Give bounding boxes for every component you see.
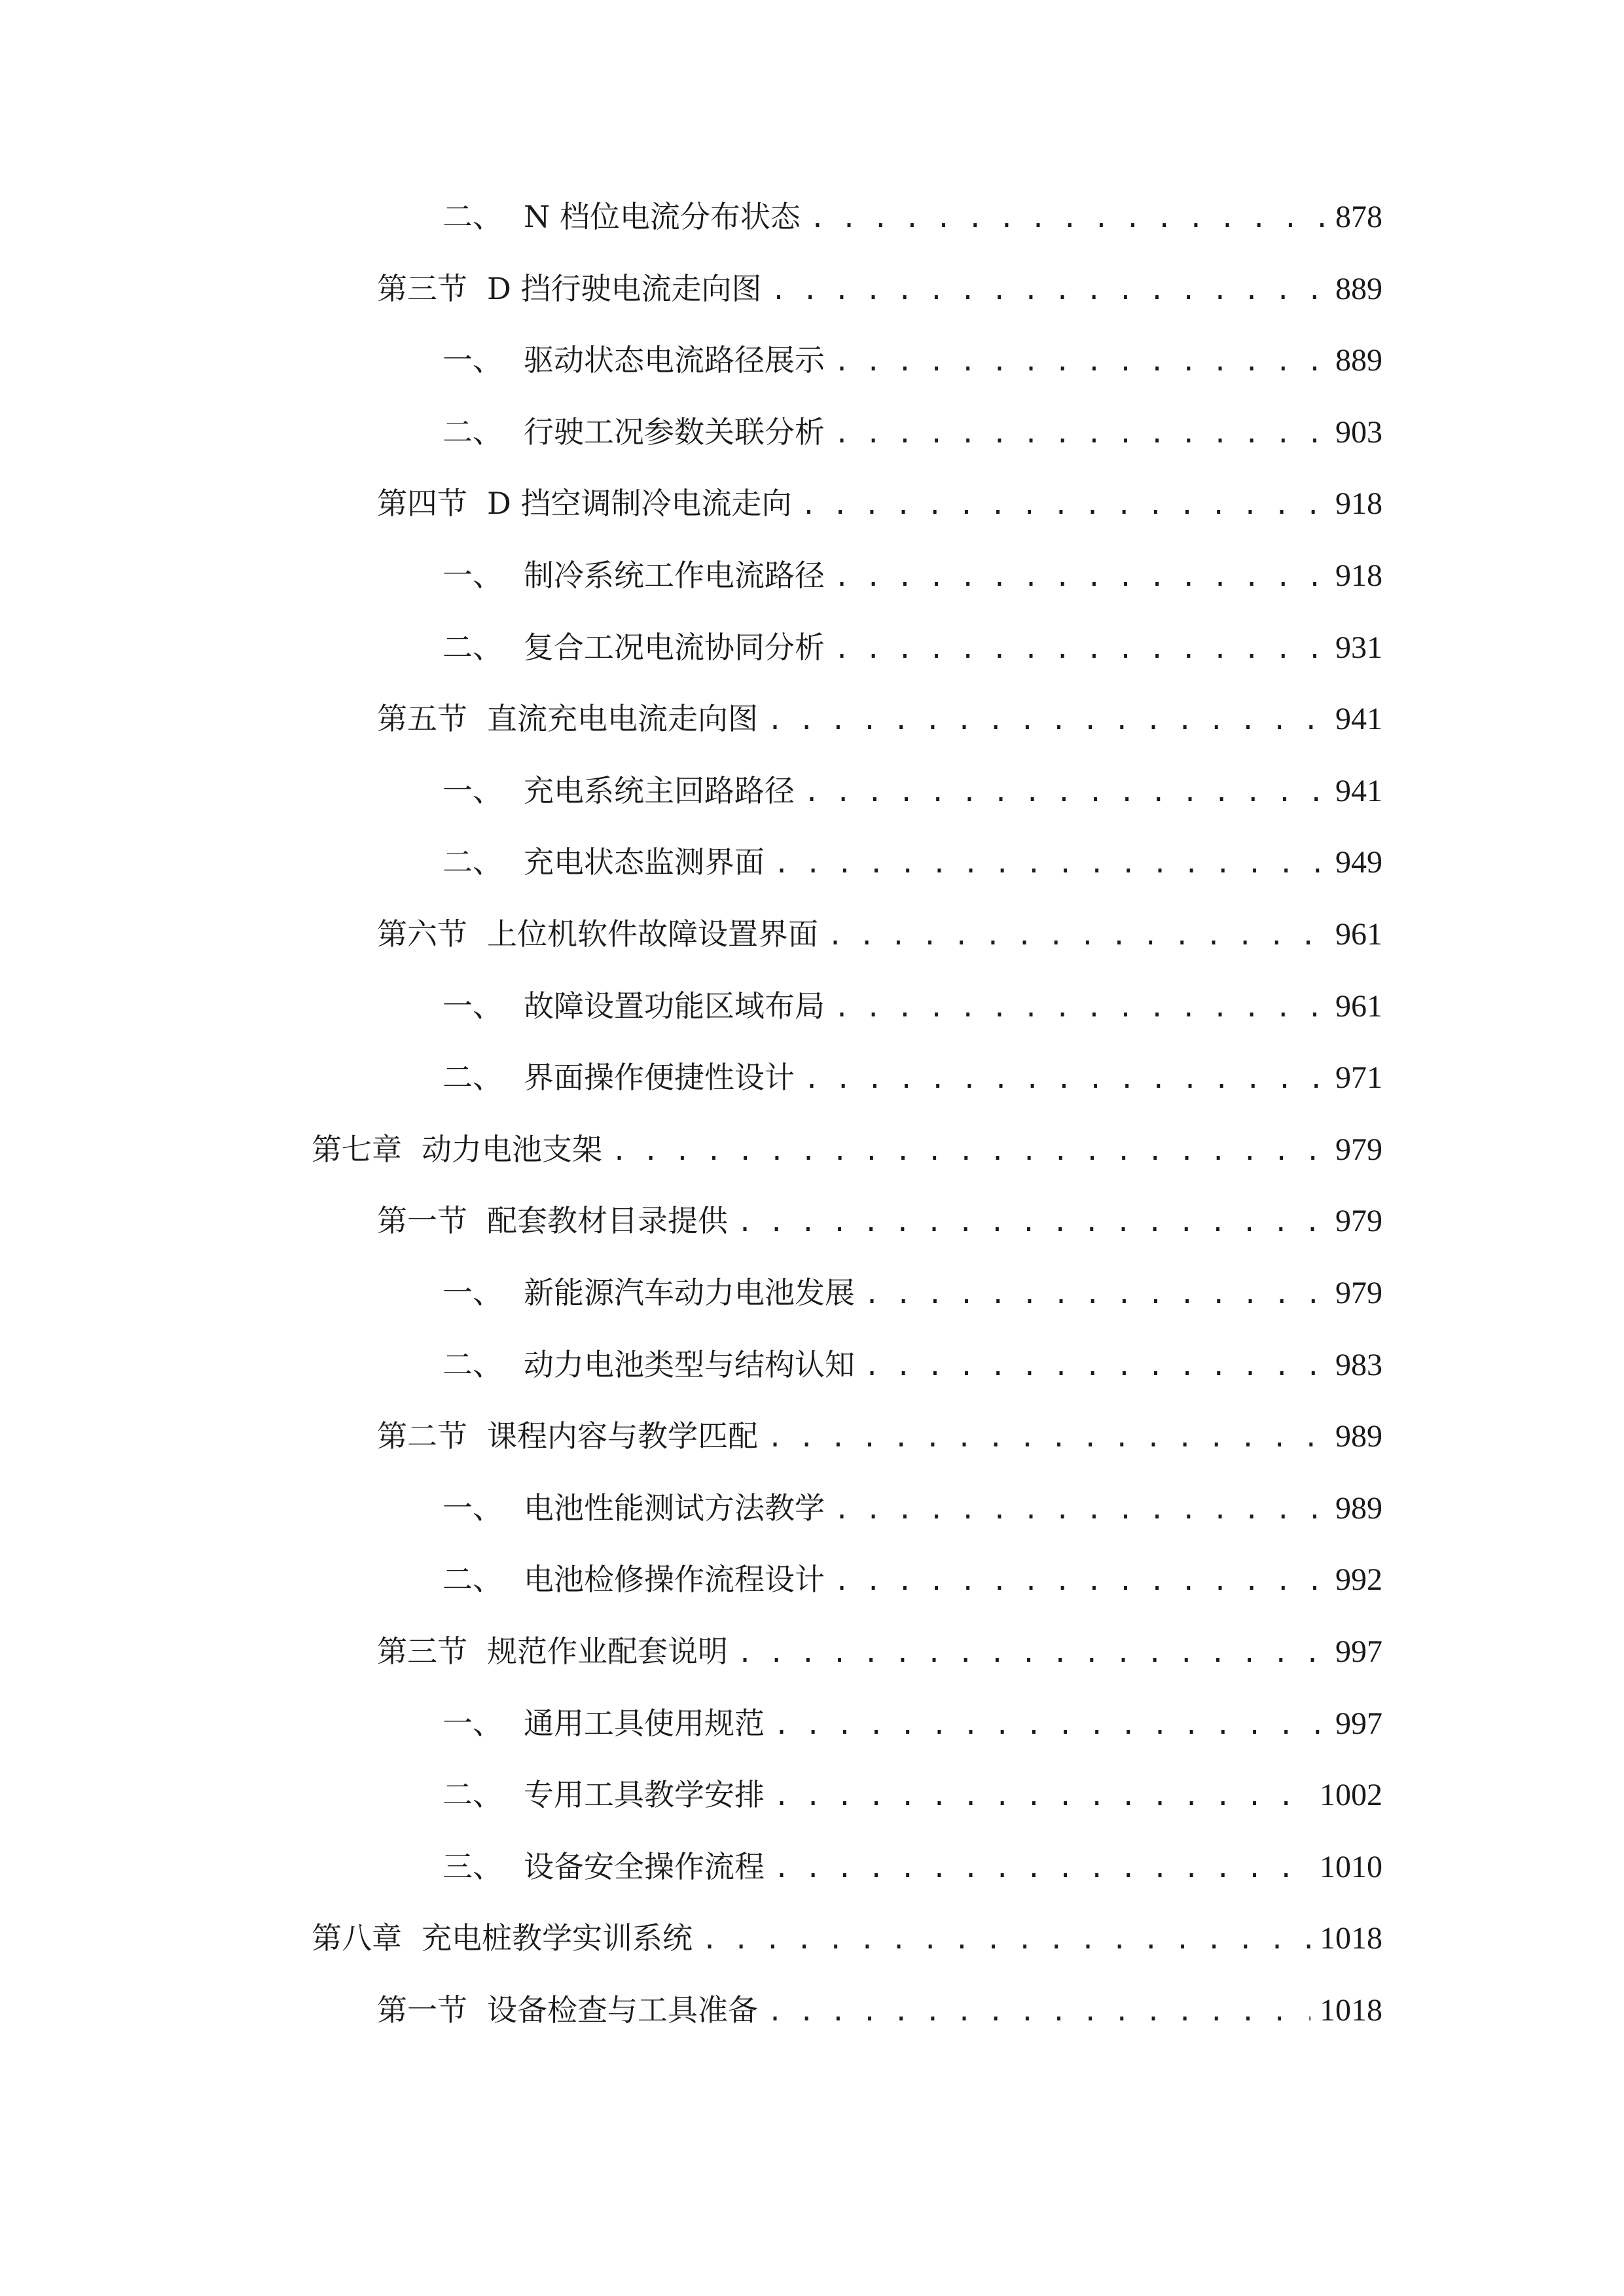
- toc-entry-prefix: 第六节: [377, 916, 467, 952]
- toc-entry-page-number: 961: [1335, 917, 1382, 952]
- toc-entry-prefix: 三、: [442, 1849, 503, 1884]
- toc-entry-page-number: 989: [1335, 1419, 1382, 1454]
- toc-entry-page-number: 918: [1335, 486, 1382, 521]
- toc-dot-leader: [611, 1128, 1326, 1174]
- toc-entry[interactable]: [0, 1556, 1382, 1602]
- toc-entry[interactable]: [0, 1126, 1382, 1172]
- toc-entry-title: N 档位电流分布状态: [524, 199, 801, 234]
- toc-entry-prefix: 一、: [442, 1706, 503, 1741]
- toc-entry-prefix: 二、: [442, 1777, 503, 1812]
- toc-entry[interactable]: [0, 1198, 1382, 1244]
- toc-entry-prefix: 一、: [442, 558, 503, 593]
- toc-entry-prefix: 二、: [442, 1060, 503, 1095]
- toc-entry-title: 上位机软件故障设置界面: [487, 916, 818, 952]
- toc-entry-prefix: 第五节: [377, 701, 467, 736]
- toc-entry-page-number: 1010: [1320, 1850, 1382, 1884]
- toc-dot-leader: [737, 1200, 1326, 1246]
- toc-entry-title: 动力电池支架: [422, 1132, 602, 1167]
- toc-entry-prefix: 一、: [442, 1490, 503, 1526]
- toc-entry-title: 配套教材目录提供: [487, 1203, 728, 1238]
- toc-entry-page-number: 992: [1335, 1562, 1382, 1597]
- toc-dot-leader: [834, 411, 1326, 457]
- toc-entry-page-number: 961: [1335, 989, 1382, 1024]
- toc-entry-prefix: 第三节: [377, 271, 467, 306]
- toc-entry[interactable]: [0, 552, 1382, 598]
- toc-dot-leader: [864, 1272, 1326, 1318]
- toc-entry-page-number: 878: [1335, 200, 1382, 234]
- toc-entry-page-number: 979: [1335, 1132, 1382, 1167]
- toc-dot-leader: [774, 1774, 1310, 1820]
- toc-entry[interactable]: [0, 624, 1382, 670]
- toc-entry-page-number: 949: [1335, 845, 1382, 880]
- toc-entry-title: 直流充电电流走向图: [487, 701, 758, 736]
- toc-entry-prefix: 第八章: [312, 1920, 402, 1956]
- toc-entry-page-number: 983: [1335, 1348, 1382, 1382]
- toc-entry-title: 充电系统主回路路径: [524, 773, 795, 808]
- toc-entry-page-number: 889: [1335, 272, 1382, 306]
- toc-dot-leader: [767, 698, 1326, 744]
- toc-entry[interactable]: [0, 266, 1382, 312]
- toc-entry-page-number: 971: [1335, 1060, 1382, 1095]
- toc-entry-page-number: 941: [1335, 702, 1382, 736]
- toc-entry[interactable]: [0, 1485, 1382, 1531]
- toc-entry-title: 新能源汽车动力电池发展: [524, 1275, 855, 1310]
- toc-dot-leader: [834, 1558, 1326, 1604]
- toc-entry-prefix: 一、: [442, 773, 503, 808]
- toc-dot-leader: [767, 1989, 1310, 2035]
- toc-entry-prefix: 一、: [442, 342, 503, 378]
- toc-dot-leader: [864, 1344, 1326, 1390]
- toc-entry-title: 充电桩教学实训系统: [422, 1920, 693, 1956]
- toc-entry-page-number: 997: [1335, 1706, 1382, 1741]
- toc-entry[interactable]: [0, 1915, 1382, 1961]
- toc-entry[interactable]: [0, 1772, 1382, 1818]
- toc-dot-leader: [771, 268, 1326, 314]
- toc-entry-prefix: 第三节: [377, 1634, 467, 1669]
- toc-entry[interactable]: [0, 337, 1382, 383]
- toc-entry[interactable]: [0, 1628, 1382, 1674]
- toc-dot-leader: [810, 196, 1326, 242]
- toc-entry-page-number: 889: [1335, 343, 1382, 378]
- toc-dot-leader: [774, 1846, 1310, 1892]
- toc-dot-leader: [737, 1630, 1326, 1676]
- toc-entry-page-number: 997: [1335, 1634, 1382, 1669]
- toc-entry-title: 专用工具教学安排: [524, 1777, 765, 1812]
- toc-entry[interactable]: [0, 696, 1382, 742]
- toc-entry-page-number: 979: [1335, 1204, 1382, 1238]
- toc-entry-title: 规范作业配套说明: [487, 1634, 728, 1669]
- toc-entry-prefix: 二、: [442, 199, 503, 234]
- toc-entry[interactable]: [0, 1987, 1382, 2033]
- toc-entry[interactable]: [0, 1700, 1382, 1746]
- toc-entry-title: 故障设置功能区域布局: [524, 988, 825, 1024]
- toc-entry-prefix: 二、: [442, 1562, 503, 1597]
- toc-dot-leader: [804, 1056, 1326, 1102]
- toc-entry-page-number: 989: [1335, 1491, 1382, 1526]
- toc-entry-prefix: 第七章: [312, 1132, 402, 1167]
- toc-entry[interactable]: [0, 194, 1382, 240]
- toc-dot-leader: [774, 1702, 1326, 1748]
- toc-entry[interactable]: [0, 1413, 1382, 1459]
- toc-entry[interactable]: [0, 839, 1382, 885]
- toc-entry-title: 设备安全操作流程: [524, 1849, 765, 1884]
- toc-entry-page-number: 1018: [1320, 1921, 1382, 1956]
- toc-entry[interactable]: [0, 1342, 1382, 1388]
- toc-entry-title: 通用工具使用规范: [524, 1706, 765, 1741]
- toc-entry[interactable]: [0, 768, 1382, 814]
- toc-entry[interactable]: [0, 1270, 1382, 1316]
- toc-entry-title: 设备检查与工具准备: [487, 1992, 758, 2028]
- toc-entry-title: 界面操作便捷性设计: [524, 1060, 795, 1095]
- toc-entry-prefix: 第一节: [377, 1203, 467, 1238]
- toc-entry-prefix: 第一节: [377, 1992, 467, 2028]
- toc-entry-prefix: 二、: [442, 844, 503, 880]
- toc-entry-title: 动力电池类型与结构认知: [524, 1347, 855, 1382]
- toc-entry-prefix: 一、: [442, 1275, 503, 1310]
- toc-entry[interactable]: [0, 409, 1382, 455]
- toc-dot-leader: [834, 339, 1326, 385]
- toc-entry[interactable]: [0, 1054, 1382, 1100]
- toc-dot-leader: [834, 554, 1326, 600]
- toc-dot-leader: [834, 1487, 1326, 1533]
- toc-entry-page-number: 979: [1335, 1276, 1382, 1310]
- toc-dot-leader: [801, 482, 1326, 528]
- toc-entry-page-number: 931: [1335, 630, 1382, 665]
- toc-entry-page-number: 941: [1335, 774, 1382, 808]
- toc-entry[interactable]: [0, 983, 1382, 1029]
- toc-dot-leader: [702, 1917, 1310, 1963]
- toc-dot-leader: [834, 626, 1326, 672]
- toc-dot-leader: [767, 1415, 1326, 1461]
- toc-entry-title: D 挡行驶电流走向图: [487, 271, 762, 306]
- toc-entry[interactable]: [0, 911, 1382, 957]
- toc-entry-title: 电池性能测试方法教学: [524, 1490, 825, 1526]
- toc-entry-title: 制冷系统工作电流路径: [524, 558, 825, 593]
- toc-entry[interactable]: [0, 480, 1382, 526]
- toc-entry-title: D 挡空调制冷电流走向: [487, 486, 792, 521]
- toc-entry-title: 充电状态监测界面: [524, 844, 765, 880]
- toc-dot-leader: [804, 770, 1326, 816]
- toc-entry[interactable]: [0, 1844, 1382, 1890]
- toc-entry-title: 电池检修操作流程设计: [524, 1562, 825, 1597]
- toc-entry-title: 行驶工况参数关联分析: [524, 414, 825, 450]
- toc-entry-prefix: 二、: [442, 1347, 503, 1382]
- toc-entry-page-number: 918: [1335, 558, 1382, 593]
- toc-entry-page-number: 903: [1335, 415, 1382, 450]
- toc-entry-prefix: 二、: [442, 414, 503, 450]
- toc-dot-leader: [834, 985, 1326, 1031]
- toc-entry-prefix: 二、: [442, 630, 503, 665]
- toc-entry-prefix: 第四节: [377, 486, 467, 521]
- toc-entry-page-number: 1018: [1320, 1993, 1382, 2028]
- toc-entry-title: 复合工况电流协同分析: [524, 630, 825, 665]
- toc-entry-prefix: 第二节: [377, 1418, 467, 1454]
- toc-dot-leader: [827, 913, 1326, 959]
- toc-dot-leader: [774, 841, 1326, 887]
- toc-entry-prefix: 一、: [442, 988, 503, 1024]
- toc-entry-title: 课程内容与教学匹配: [487, 1418, 758, 1454]
- toc-entry-page-number: 1002: [1320, 1778, 1382, 1812]
- toc-entry-title: 驱动状态电流路径展示: [524, 342, 825, 378]
